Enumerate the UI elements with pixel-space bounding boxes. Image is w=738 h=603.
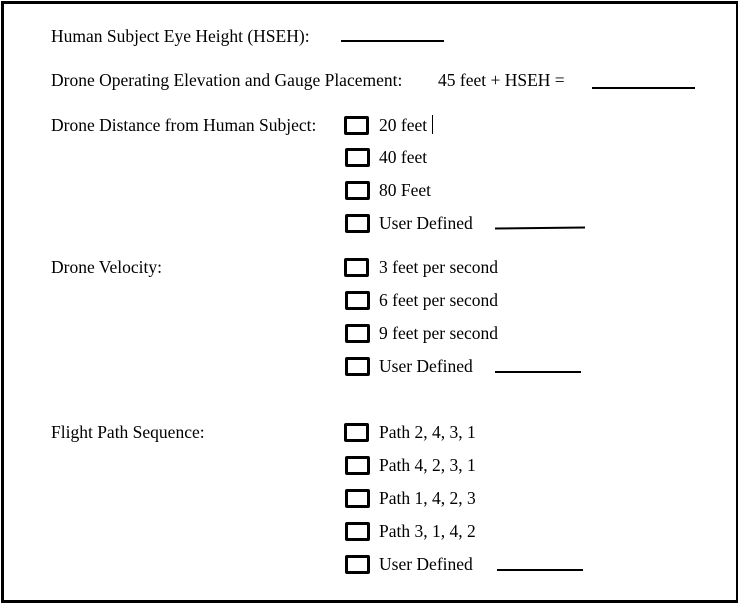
velocity-3-checkbox[interactable] bbox=[344, 258, 369, 277]
velocity-user-defined-label: User Defined bbox=[379, 356, 473, 376]
flight-path-1423-checkbox[interactable] bbox=[345, 489, 370, 508]
velocity-9-checkbox[interactable] bbox=[345, 324, 370, 343]
velocity-user-defined-blank-line[interactable] bbox=[495, 371, 581, 373]
elevation-blank-line[interactable] bbox=[592, 87, 695, 89]
distance-20-label: 20 feet bbox=[379, 115, 428, 135]
flight-path-user-defined-blank-line[interactable] bbox=[497, 569, 583, 571]
distance-label: Drone Distance from Human Subject: bbox=[51, 115, 317, 135]
distance-user-defined-label: User Defined bbox=[379, 213, 473, 233]
flight-path-user-defined-label: User Defined bbox=[379, 554, 473, 574]
flight-path-3142-label: Path 3, 1, 4, 2 bbox=[379, 521, 476, 541]
flight-path-4231-label: Path 4, 2, 3, 1 bbox=[379, 455, 476, 475]
flight-path-label: Flight Path Sequence: bbox=[51, 422, 205, 442]
velocity-6-checkbox[interactable] bbox=[345, 291, 370, 310]
distance-user-defined-checkbox[interactable] bbox=[345, 214, 370, 233]
velocity-user-defined-checkbox[interactable] bbox=[345, 357, 370, 376]
flight-path-2431-label: Path 2, 4, 3, 1 bbox=[379, 422, 476, 442]
flight-path-2431-checkbox[interactable] bbox=[344, 423, 369, 442]
elevation-label: Drone Operating Elevation and Gauge Placement: bbox=[51, 70, 403, 90]
flight-path-user-defined-checkbox[interactable] bbox=[345, 555, 370, 574]
velocity-3-label: 3 feet per second bbox=[379, 257, 499, 277]
distance-40-checkbox[interactable] bbox=[345, 148, 370, 167]
flight-path-1423-label: Path 1, 4, 2, 3 bbox=[379, 488, 476, 508]
flight-path-4231-checkbox[interactable] bbox=[345, 456, 370, 475]
elevation-formula: 45 feet + HSEH = bbox=[438, 70, 565, 90]
distance-40-label: 40 feet bbox=[379, 147, 428, 167]
hseh-label: Human Subject Eye Height (HSEH): bbox=[51, 26, 310, 46]
hseh-blank-line[interactable] bbox=[341, 40, 444, 42]
velocity-6-label: 6 feet per second bbox=[379, 290, 499, 310]
distance-80-label: 80 Feet bbox=[379, 180, 432, 200]
text-cursor bbox=[432, 115, 433, 134]
velocity-label: Drone Velocity: bbox=[51, 257, 162, 277]
flight-path-3142-checkbox[interactable] bbox=[345, 522, 370, 541]
distance-20-checkbox[interactable] bbox=[344, 116, 369, 135]
distance-80-checkbox[interactable] bbox=[345, 181, 370, 200]
velocity-9-label: 9 feet per second bbox=[379, 323, 499, 343]
